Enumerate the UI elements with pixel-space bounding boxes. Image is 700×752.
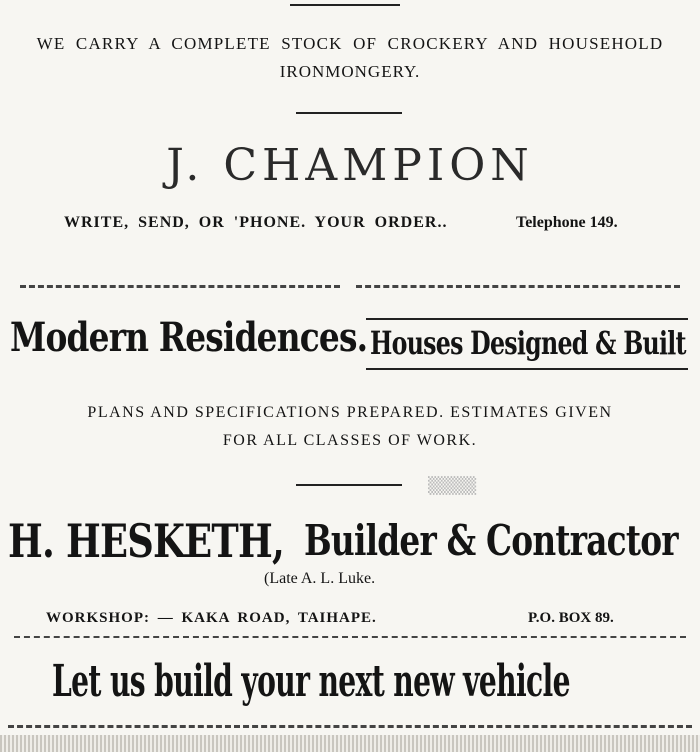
champion-order-text: WRITE, SEND, OR 'PHONE. YOUR ORDER.. [64,214,448,231]
stock-notice-line1: WE CARRY A COMPLETE STOCK OF CROCKERY AND HOUSEHOLD [36,34,664,53]
vehicle-rule [14,636,686,638]
residences-headline: Modern Residences. [10,314,368,361]
plans-line1: PLANS AND SPECIFICATIONS PREPARED. ESTIMATES GIVEN [87,404,613,421]
top-rule [290,4,400,6]
stock-notice-line2: IRONMONGERY. [279,62,421,81]
divider-rule [296,112,402,114]
hesketh-rule [296,484,402,486]
plans-line2: FOR ALL CLASSES OF WORK. [222,432,478,449]
hesketh-pobox: P.O. BOX 89. [528,610,614,626]
hesketh-title: Builder & Contractor [304,516,678,565]
vehicle-slogan: Let us build your next new vehicle [52,656,570,707]
hesketh-workshop: WORKSHOP: — KAKA ROAD, TAIHAPE. [46,610,377,626]
champion-name: J. CHAMPION [166,140,534,191]
bottom-border-pattern [0,735,700,752]
hesketh-name: H. HESKETH, [8,514,284,568]
section-rule-left [20,285,340,288]
champion-telephone: Telephone 149. [516,214,618,231]
bottom-rule [8,725,692,728]
faded-mark-icon: ▒▒▒▒▒ [428,476,477,495]
residences-boxed-text: Houses Designed & Built [370,324,686,362]
section-rule-right [356,285,680,288]
hesketh-late: (Late A. L. Luke. [264,570,376,587]
